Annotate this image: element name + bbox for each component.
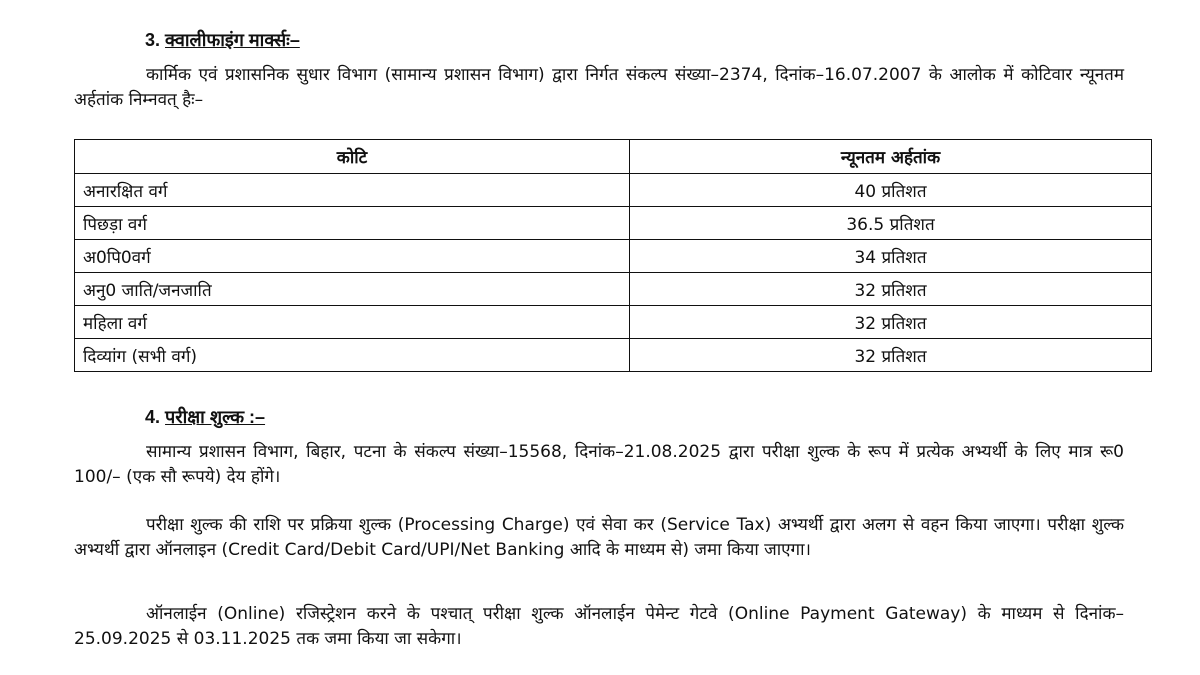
row-category: अनु0 जाति/जनजाति [75, 273, 630, 306]
processing-charge-paragraph: परीक्षा शुल्क की राशि पर प्रक्रिया शुल्क (Processing Charge) एवं सेवा कर (Service Tax) अभ्यर्थी द्वारा अलग से वहन किया जाएगा। परीक्षा शुल्क अभ्यर्थी द्वारा ऑनलाइन (Credit Card/Debit Card/UPI/Net Banking आदि के माध्यम से) जमा किया जाएगा। [74, 515, 1124, 560]
row-marks: 40 प्रतिशत [630, 174, 1152, 207]
section-4-heading [145, 405, 265, 429]
section-4-number: 4. [145, 407, 161, 427]
header-minimum-marks: न्यूनतम अर्हतांक [630, 140, 1152, 174]
table-row [75, 306, 1152, 339]
section-3-number: 3. [145, 30, 161, 50]
row-category: पिछड़ा वर्ग [75, 207, 630, 240]
row-marks: 32 प्रतिशत [630, 273, 1152, 306]
table-header-row [75, 140, 1152, 174]
qualifying-marks-table [74, 139, 1152, 372]
row-category: दिव्यांग (सभी वर्ग) [75, 339, 630, 372]
table-row [75, 174, 1152, 207]
row-category: महिला वर्ग [75, 306, 630, 339]
row-category: अ0पि0वर्ग [75, 240, 630, 273]
table-row [75, 273, 1152, 306]
header-category: कोटि [75, 140, 630, 174]
table-row [75, 240, 1152, 273]
exam-fee-paragraph: सामान्य प्रशासन विभाग, बिहार, पटना के संकल्प संख्या–15568, दिनांक–21.08.2025 द्वारा परीक्षा शुल्क के रूप में प्रत्येक अभ्यर्थी के लिए मात्र रू0 100/– (एक सौ रूपये) देय होंगे। [74, 442, 1124, 487]
online-payment-paragraph: ऑनलाईन (Online) रजिस्ट्रेशन करने के पश्चात् परीक्षा शुल्क ऑनलाईन पेमेन्ट गेटवे (Online Payment Gateway) के माध्यम से दिनांक–25.09.2025 से 03.11.2025 तक जमा किया जा सकेगा। [74, 604, 1124, 649]
row-category: अनारक्षित वर्ग [75, 174, 630, 207]
row-marks: 32 प्रतिशत [630, 306, 1152, 339]
table-row [75, 207, 1152, 240]
row-marks: 36.5 प्रतिशत [630, 207, 1152, 240]
section-4-title: परीक्षा शुल्क :– [165, 407, 266, 427]
section-3-heading [145, 28, 300, 52]
section-3-title: क्वालीफाइंग मार्क्सः– [165, 30, 300, 50]
section-3-intro: कार्मिक एवं प्रशासनिक सुधार विभाग (सामान्य प्रशासन विभाग) द्वारा निर्गत संकल्प संख्या–2374, दिनांक–16.07.2007 के आलोक में कोटिवार न्यूनतम अर्हतांक निम्नवत् हैः– [74, 65, 1124, 110]
row-marks: 32 प्रतिशत [630, 339, 1152, 372]
table-row [75, 339, 1152, 372]
row-marks: 34 प्रतिशत [630, 240, 1152, 273]
